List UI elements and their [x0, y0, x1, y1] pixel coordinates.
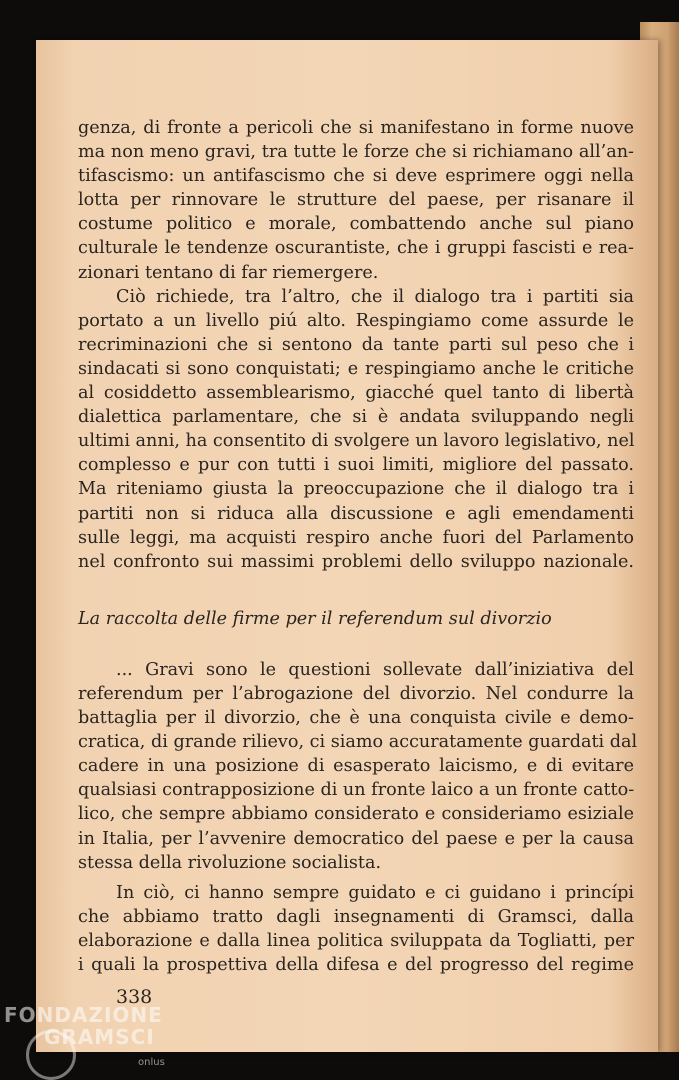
- watermark-line-3: onlus: [138, 1057, 165, 1068]
- page-number: 338: [116, 986, 153, 1008]
- text-line: Ma riteniamo giusta la preoccupazione che il dialogo tra i: [78, 479, 634, 500]
- paragraph-2: [78, 285, 634, 574]
- watermark: [4, 1003, 165, 1068]
- watermark-line-2: GRAMSCI: [44, 1025, 155, 1049]
- text-line: cratica, di grande rilievo, ci siamo accuratamente guardati dal: [78, 732, 638, 753]
- text-line: complesso e pur con tutti i suoi limiti, migliore del passato.: [78, 455, 634, 476]
- text-line: ultimi anni, ha consentito di svolgere un lavoro legislativo, nel: [78, 431, 635, 452]
- text-line: lotta per rinnovare le strutture del paese, per risanare il: [78, 190, 634, 211]
- text-line: zionari tentano di far riemergere.: [78, 262, 379, 283]
- text-line: genza, di fronte a pericoli che si manifestano in forme nuove: [78, 118, 634, 138]
- text-line: tifascismo: un antifascismo che si deve esprimere oggi nella: [78, 166, 634, 187]
- text-line: Ciò richiede, tra l’altro, che il dialogo tra i partiti sia: [116, 286, 634, 307]
- text-line: dialettica parlamentare, che si è andata sviluppando negli: [78, 407, 634, 428]
- text-line: cadere in una posizione di esasperato laicismo, e di evitare: [78, 756, 634, 777]
- page-body: [78, 116, 638, 977]
- watermark-line-1: FONDAZIONE: [4, 1003, 163, 1027]
- text-line: lico, che sempre abbiamo considerato e consideriamo esiziale: [78, 804, 634, 825]
- text-line: al cosiddetto assemblearismo, giacché quel tanto di libertà: [78, 383, 634, 404]
- paragraph-3: [78, 658, 638, 875]
- text-line: in Italia, per l’avvenire democratico del paese e per la causa: [78, 828, 634, 849]
- text-line: battaglia per il divorzio, che è una conquista civile e demo-: [78, 708, 634, 729]
- text-line: stessa della rivoluzione socialista.: [78, 852, 382, 873]
- text-line: ma non meno gravi, tra tutte le forze che si richiamano all’an-: [78, 142, 634, 163]
- text-line: sindacati si sono conquistati; e respingiamo anche le critiche: [78, 358, 634, 379]
- text-line: recriminazioni che si sentono da tante parti sul peso che i: [78, 334, 634, 355]
- paragraph-4: [78, 881, 634, 977]
- text-line: che abbiamo tratto dagli insegnamenti di Gramsci, dalla: [78, 906, 634, 927]
- text-line: culturale le tendenze oscurantiste, che i gruppi fascisti e rea-: [78, 238, 634, 259]
- text-line: nel confronto sui massimi problemi dello sviluppo nazionale.: [78, 551, 634, 572]
- paragraph-1: [78, 116, 634, 285]
- text-line: partiti non si riduca alla discussione e agli emendamenti: [78, 503, 634, 524]
- text-line: referendum per l’abrogazione del divorzio. Nel condurre la: [78, 683, 634, 704]
- section-heading: La raccolta delle firme per il referendum sul divorzio: [78, 608, 552, 629]
- text-line: costume politico e morale, combattendo anche sul piano: [78, 214, 634, 235]
- text-line: ... Gravi sono le questioni sollevate dall’iniziativa del: [116, 659, 634, 680]
- text-line: sulle leggi, ma acquisti respiro anche fuori del Parlamento: [78, 527, 634, 548]
- text-line: i quali la prospettiva della difesa e del progresso del regime: [78, 955, 634, 975]
- text-line: portato a un livello piú alto. Respingiamo come assurde le: [78, 310, 634, 331]
- text-line: In ciò, ci hanno sempre guidato e ci guidano i princípi: [116, 882, 634, 903]
- text-line: qualsiasi contrapposizione di un fronte laico a un fronte catto-: [78, 780, 635, 801]
- text-line: elaborazione e dalla linea politica sviluppata da Togliatti, per: [78, 930, 634, 951]
